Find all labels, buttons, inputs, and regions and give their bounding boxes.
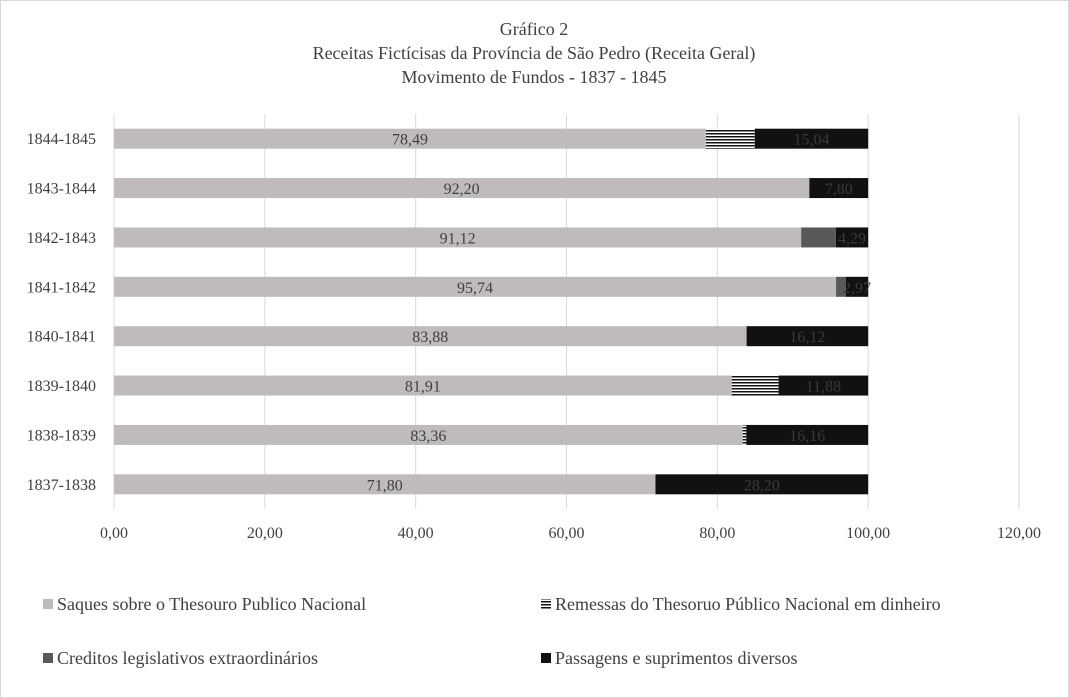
data-label: 7,80 xyxy=(824,181,853,199)
y-axis-category-labels xyxy=(27,131,96,494)
stacked-bar-chart xyxy=(1,1,1068,697)
category-label: 1840-1841 xyxy=(26,328,96,346)
data-label: 95,74 xyxy=(457,279,494,297)
legend xyxy=(43,594,941,668)
data-label: 16,12 xyxy=(789,329,826,347)
chart-title-line-2: Receitas Fictícisas da Província de São Pedro (Receita Geral) xyxy=(312,43,756,63)
x-tick-label: 60,00 xyxy=(548,525,585,542)
data-label: 28,20 xyxy=(743,477,780,495)
category-label: 1843-1844 xyxy=(26,180,96,198)
x-axis-tick-labels xyxy=(100,525,1041,542)
category-label: 1838-1839 xyxy=(26,427,96,445)
legend-label: Saques sobre o Thesouro Publico Nacional xyxy=(57,594,367,614)
data-label: 16,16 xyxy=(789,427,826,445)
bar-segment xyxy=(706,129,755,149)
legend-swatch xyxy=(541,599,551,609)
x-tick-label: 20,00 xyxy=(246,525,283,542)
legend-swatch xyxy=(43,599,53,609)
category-label: 1844-1845 xyxy=(26,131,96,149)
x-tick-label: 100,00 xyxy=(846,525,891,542)
bar-segment xyxy=(732,376,779,396)
chart-title-line-3: Movimento de Fundos - 1837 - 1845 xyxy=(401,67,667,87)
x-tick-label: 40,00 xyxy=(397,525,434,542)
bar-segments xyxy=(114,129,868,495)
legend-label: Passagens e suprimentos diversos xyxy=(555,648,798,668)
data-label: 83,88 xyxy=(412,329,449,347)
data-label: 83,36 xyxy=(410,427,447,445)
category-label: 1839-1840 xyxy=(26,378,96,396)
x-tick-label: 80,00 xyxy=(699,525,736,542)
bar-segment xyxy=(801,227,836,247)
legend-label: Creditos legislativos extraordinários xyxy=(57,648,318,668)
data-label: 4,29 xyxy=(837,230,866,248)
legend-swatch xyxy=(43,653,53,663)
chart-title-line-1: Gráfico 2 xyxy=(499,19,569,39)
data-label: 78,49 xyxy=(391,131,428,149)
bar-segment xyxy=(743,425,747,445)
data-label: 91,12 xyxy=(439,230,476,248)
data-label: 15,04 xyxy=(793,131,830,149)
legend-label: Remessas do Thesoruo Público Nacional em dinheiro xyxy=(555,594,941,614)
gridlines xyxy=(114,114,1019,509)
data-label: 92,20 xyxy=(443,181,480,199)
data-label: 71,80 xyxy=(366,477,403,495)
data-label: 11,88 xyxy=(805,378,842,396)
category-label: 1837-1838 xyxy=(26,476,96,494)
chart-title xyxy=(313,19,756,87)
legend-swatch xyxy=(541,653,551,663)
x-tick-label: 0,00 xyxy=(100,525,128,542)
category-label: 1841-1842 xyxy=(26,279,96,297)
x-tick-label: 120,00 xyxy=(997,525,1041,542)
category-label: 1842-1843 xyxy=(26,229,96,247)
data-label: 2,97 xyxy=(842,279,871,297)
data-label: 81,91 xyxy=(404,378,441,396)
